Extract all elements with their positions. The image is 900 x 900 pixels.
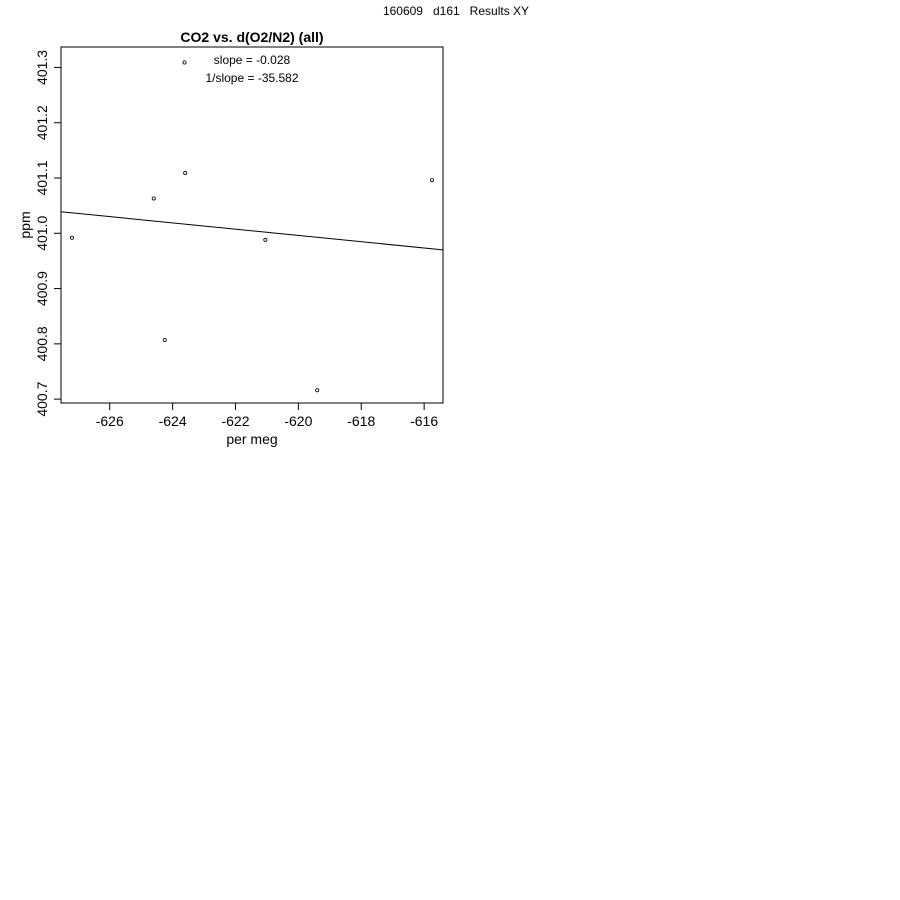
data-point bbox=[316, 389, 319, 392]
x-tick-label: -622 bbox=[221, 413, 250, 429]
x-tick-label: -626 bbox=[95, 413, 124, 429]
y-axis bbox=[34, 50, 61, 417]
legend-slope-text: slope = -0.028 bbox=[213, 53, 291, 67]
chart-title: CO2 vs. d(O2/N2) (all) bbox=[180, 29, 324, 45]
x-tick-label: -616 bbox=[410, 413, 439, 429]
data-point bbox=[430, 179, 433, 182]
legend bbox=[183, 53, 299, 85]
y-tick-label: 401.3 bbox=[34, 49, 50, 85]
x-tick-label: -624 bbox=[158, 413, 187, 429]
x-axis-label: per meg bbox=[226, 431, 278, 447]
plot-frame bbox=[61, 47, 443, 403]
fit-line bbox=[61, 212, 443, 250]
y-tick-label: 401.0 bbox=[34, 215, 50, 251]
x-tick-label: -620 bbox=[284, 413, 313, 429]
data-points bbox=[70, 171, 433, 391]
data-point bbox=[163, 338, 166, 341]
data-point bbox=[152, 197, 155, 200]
legend-inverse-slope-text: 1/slope = -35.582 bbox=[205, 71, 299, 85]
y-tick-label: 400.7 bbox=[34, 381, 50, 417]
x-tick-label: -618 bbox=[347, 413, 376, 429]
data-point bbox=[184, 171, 187, 174]
y-tick-label: 401.1 bbox=[34, 160, 50, 196]
y-tick-label: 400.8 bbox=[34, 326, 50, 362]
y-tick-label: 401.2 bbox=[34, 105, 50, 141]
legend-marker bbox=[183, 61, 186, 64]
data-point bbox=[264, 238, 267, 241]
y-tick-label: 400.9 bbox=[34, 271, 50, 307]
fit-line-group bbox=[61, 212, 443, 250]
page-header: 160609 d161 Results XY bbox=[382, 4, 530, 18]
y-axis-label: ppm bbox=[17, 211, 33, 239]
data-point bbox=[70, 236, 73, 239]
x-axis bbox=[96, 403, 439, 429]
